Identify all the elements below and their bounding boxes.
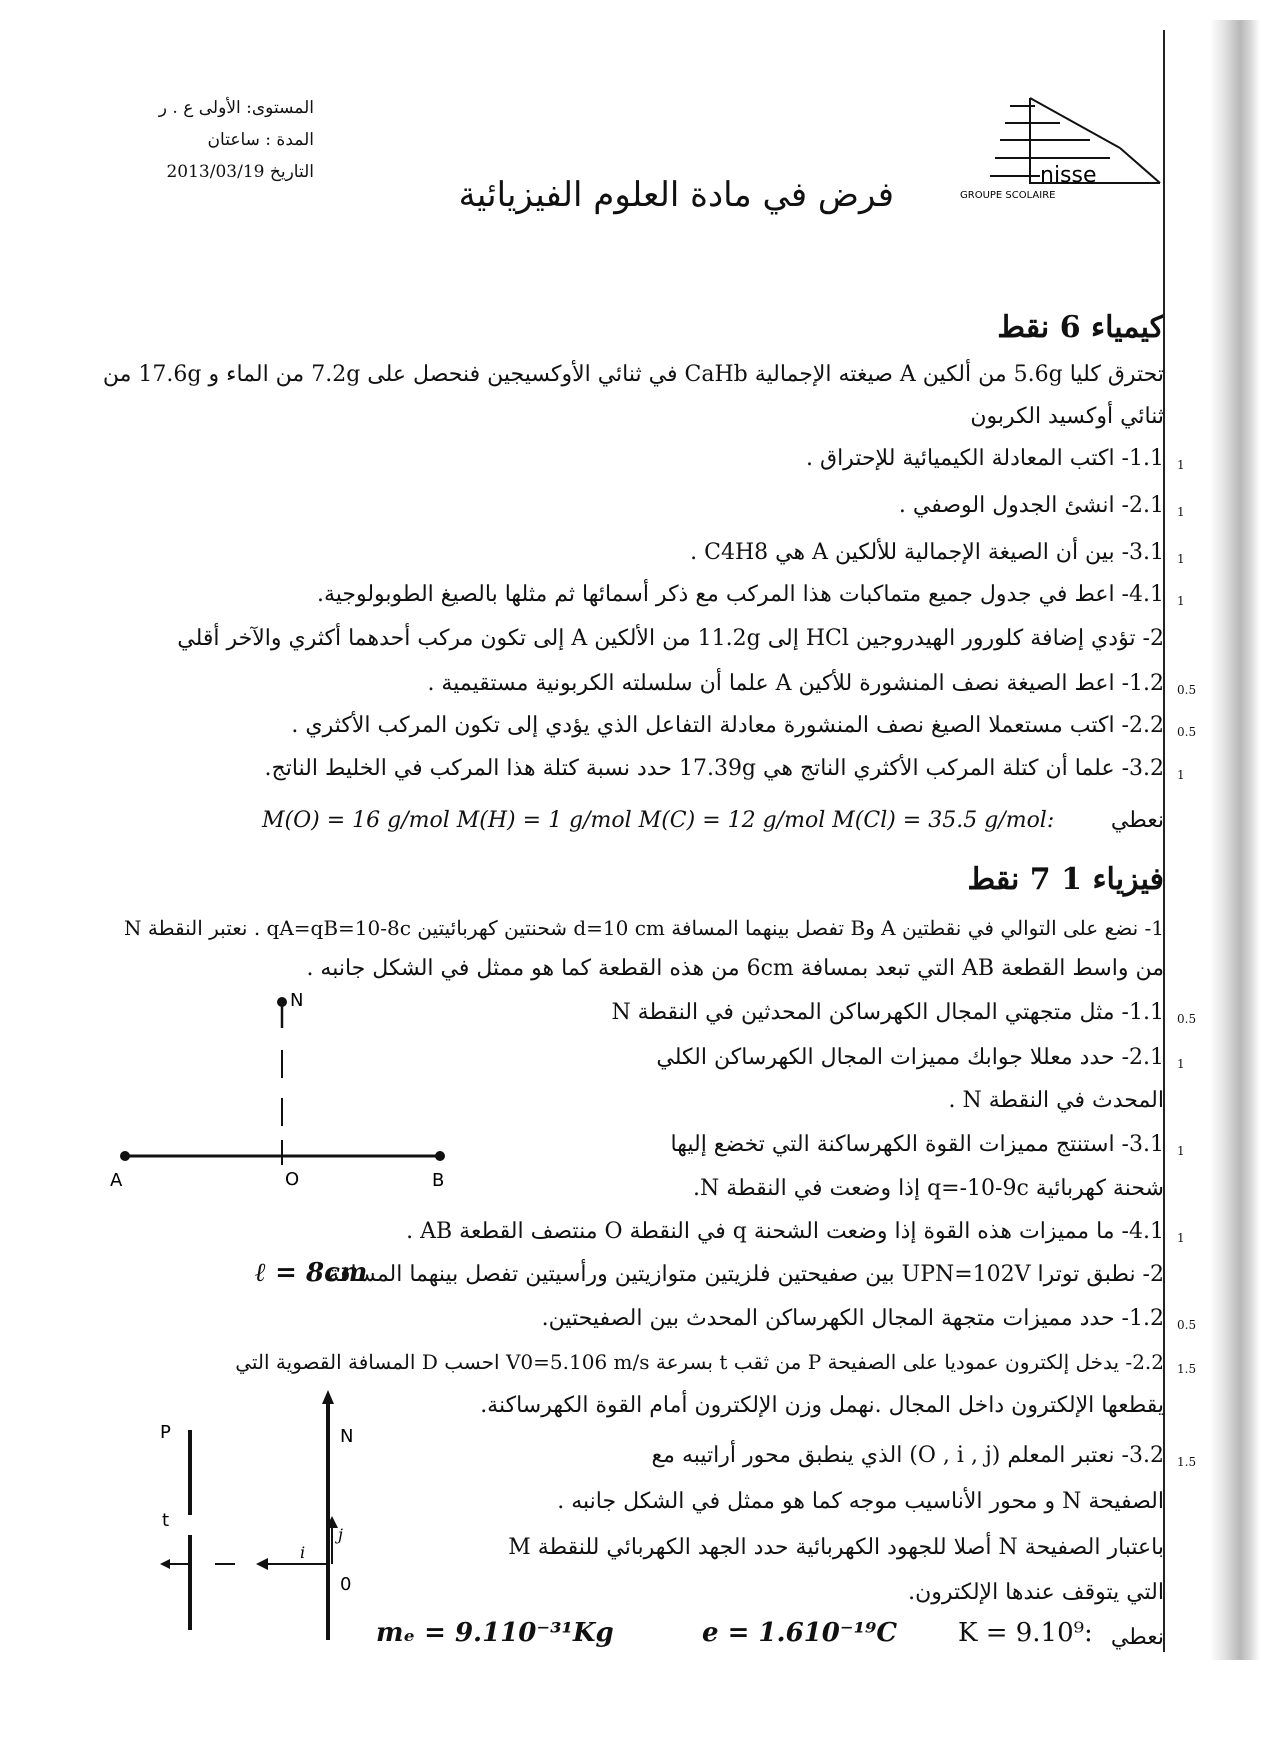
- label-p: P: [160, 1422, 171, 1443]
- points-phys-1-2: 0.5: [1177, 1318, 1197, 1332]
- phys-q-2-2: 2.2- يدخل إلكترون عموديا على الصفيحة P من ثقب t بسرعة V0=5.106 m/s احسب D المسافة القصوية التي: [235, 1350, 1164, 1374]
- points-phys-2-1: 1: [1177, 1057, 1185, 1071]
- plate-distance: ℓ = 8cm: [255, 1258, 368, 1288]
- phys-q-2-1-cont: المحدث في النقطة N .: [948, 1088, 1164, 1113]
- points-chem-3-1: 1: [1177, 552, 1185, 566]
- duration-text: المدة : ساعتان: [207, 130, 314, 150]
- chem-molar-masses: M(O) = 16 g/mol M(H) = 1 g/mol M(C) = 12 g/mol M(Cl) = 35.5 g/mol:: [262, 808, 1055, 833]
- label-j: j: [338, 1525, 343, 1544]
- chem-q-1-1: 1.1- اكتب المعادلة الكيميائية للإحتراق .: [806, 446, 1164, 471]
- points-chem-1-2: 0.5: [1177, 683, 1197, 697]
- phys-p2-line1: 2- نطبق توترا UPN=102V بين صفيحتين فلزيتين متوازيتين ورأسيتين تفصل بينهما المسافة: [328, 1262, 1164, 1287]
- logo-name: nisse: [1040, 163, 1097, 188]
- points-phys-3-1: 1: [1177, 1144, 1185, 1158]
- constant-k: K = 9.10⁹:: [958, 1618, 1093, 1648]
- label-b: B: [432, 1170, 445, 1191]
- points-phys-1-1: 0.5: [1177, 1012, 1197, 1026]
- chem-q-2-2: 2.2- اكتب مستعملا الصيغ نصف المنشورة معادلة التفاعل الذي يؤدي إلى تكون المركب الأكثري .: [291, 713, 1164, 738]
- chemistry-heading: كيمياء 6 نقط: [997, 310, 1164, 345]
- phys-q-2-1: 2.1- حدد معللا جوابك مميزات المجال الكهرساكن الكلي: [656, 1045, 1164, 1070]
- scan-shadow: [1210, 20, 1260, 1660]
- school-logo: [960, 88, 1170, 203]
- phys-given-label: نعطي: [1110, 1625, 1164, 1650]
- points-chem-2-2: 0.5: [1177, 725, 1197, 739]
- point-a: [120, 1151, 130, 1161]
- level-text: المستوى: الأولى ع . ر: [158, 98, 314, 118]
- points-phys-3-2: 1.5: [1177, 1455, 1197, 1469]
- chem-q-1-2: 1.2- اعط الصيغة نصف المنشورة للأكين A علما أن سلسلته الكربونية مستقيمية .: [427, 671, 1164, 696]
- chem-q-2-1: 2.1- انشئ الجدول الوصفي .: [898, 493, 1164, 518]
- chem-part2-intro: 2- تؤدي إضافة كلورور الهيدروجين HCl إلى 11.2g من الألكين A إلى تكون مركب أحدهما أكثري والآخر أقلي: [177, 626, 1164, 651]
- section-bracket: [1163, 862, 1171, 912]
- phys-p1-line2: من واسط القطعة AB التي تبعد بمسافة 6cm من هذه القطعة كما هو ممثل في الشكل جانبه .: [306, 956, 1164, 981]
- figure-charges: [110, 990, 470, 1210]
- points-phys-2-2: 1.5: [1177, 1362, 1197, 1376]
- phys-q-3-1: 3.1- استنتج مميزات القوة الكهرساكنة التي تخضع إليها: [670, 1132, 1164, 1157]
- label-i: i: [300, 1543, 306, 1562]
- point-b: [435, 1151, 445, 1161]
- phys-q-1-1: 1.1- مثل متجهتي المجال الكهرساكن المحدثين في النقطة N: [611, 1000, 1164, 1025]
- chemistry-intro-line2: ثنائي أوكسيد الكربون: [970, 404, 1164, 429]
- plate-n-arrow: [322, 1390, 334, 1404]
- phys-q-3-2: 3.2- نعتبر المعلم (O , i , j) الذي ينطبق محور أراتيبه مع: [651, 1443, 1164, 1468]
- points-chem-2-1: 1: [1177, 505, 1185, 519]
- arrow-p-head: [160, 1559, 170, 1569]
- phys-q-1-2: 1.2- حدد مميزات متجهة المجال الكهرساكن المحدث بين الصفيحتين.: [541, 1306, 1164, 1331]
- constant-e: e = 1.610⁻¹⁹C: [702, 1618, 898, 1648]
- label-t: t: [162, 1510, 170, 1531]
- physics-heading: فيزياء 1 7 نقط: [967, 862, 1164, 897]
- label-n: N: [340, 1426, 354, 1447]
- label-origin: 0: [340, 1574, 352, 1595]
- point-n: [277, 997, 287, 1007]
- label-a: A: [110, 1170, 123, 1191]
- phys-q-3-2-cont2: باعتبار الصفيحة N أصلا للجهود الكهربائية حدد الجهد الكهربائي للنقطة M: [508, 1535, 1164, 1560]
- phys-q-3-1-cont: شحنة كهربائية q=-10-9c إذا وضعت في النقطة N.: [693, 1176, 1164, 1201]
- logo-subtitle: GROUPE SCOLAIRE: [960, 190, 1056, 201]
- phys-q-4-1: 4.1- ما مميزات هذه القوة إذا وضعت الشحنة q في النقطة O منتصف القطعة AB .: [406, 1219, 1164, 1244]
- phys-q-3-2-cont3: التي يتوقف عندها الإلكترون.: [908, 1580, 1164, 1605]
- points-chem-1-1: 1: [1177, 458, 1185, 472]
- chem-q-4-1: 4.1- اعط في جدول جميع متماكبات هذا المركب مع ذكر أسمائها ثم مثلها بالصيغ الطوبولوجية.: [316, 582, 1164, 607]
- constant-me: mₑ = 9.110⁻³¹Kg: [376, 1618, 614, 1648]
- label-n: N: [290, 990, 304, 1011]
- points-chem-4-1: 1: [1177, 594, 1185, 608]
- phys-q-3-2-cont1: الصفيحة N و محور الأناسيب موجه كما هو ممثل في الشكل جانبه .: [557, 1489, 1164, 1514]
- figure-plates: [150, 1390, 390, 1670]
- chem-q-3-2: 3.2- علما أن كتلة المركب الأكثري الناتج هي 17.39g حدد نسبة كتلة هذا المركب في الخليط الناتج.: [264, 756, 1164, 781]
- points-phys-4-1: 1: [1177, 1231, 1185, 1245]
- vector-i-head: [256, 1558, 268, 1570]
- phys-p1-line1: 1- نضع على التوالي في نقطتين A وB تفصل بينهما المسافة d=10 cm شحنتين كهربائيتين qA=qB=10-8c . نعتبر النقطة N: [124, 916, 1164, 940]
- points-chem-3-2: 1: [1177, 768, 1185, 782]
- chemistry-intro-line1: تحترق كليا 5.6g من ألكين A صيغته الإجمالية CaHb في ثنائي الأوكسيجين فنحصل على 7.2g من الماء و 17.6g من: [102, 362, 1164, 387]
- page-title: فرض في مادة العلوم الفيزيائية: [458, 175, 894, 215]
- chem-given-label: نعطي: [1110, 808, 1164, 833]
- date-text: التاريخ 2013/03/19: [166, 162, 314, 182]
- phys-q-2-2-cont: يقطعها الإلكترون داخل المجال .نهمل وزن الإلكترون أمام القوة الكهرساكنة.: [480, 1393, 1164, 1418]
- section-bracket: [1163, 310, 1171, 362]
- label-o: O: [285, 1169, 300, 1190]
- chem-q-3-1: 3.1- بين أن الصيغة الإجمالية للألكين A هي C4H8 .: [690, 540, 1164, 565]
